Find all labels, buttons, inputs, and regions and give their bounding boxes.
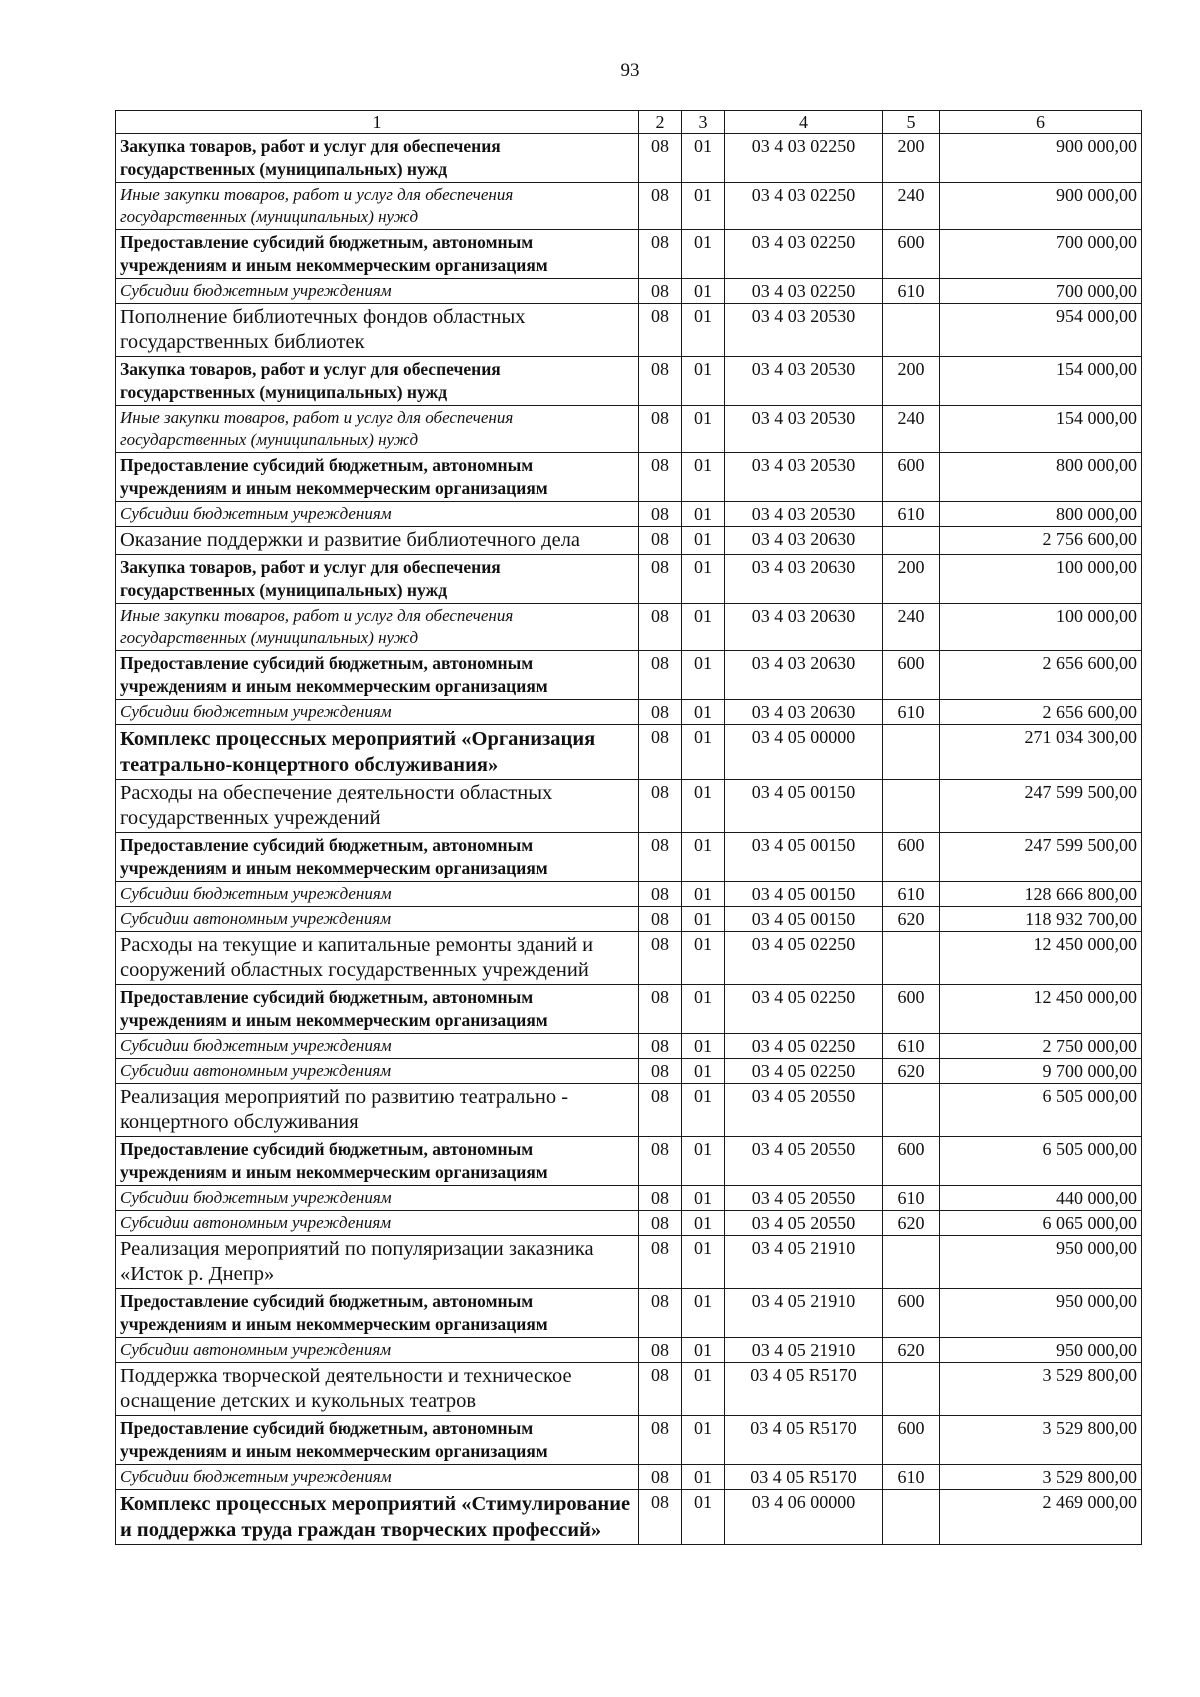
row-name-cell: Закупка товаров, работ и услуг для обеспечения государственных (муниципальных) нужд	[116, 134, 639, 183]
subsection-cell: 01	[682, 1289, 725, 1338]
table-row	[116, 183, 1142, 230]
row-name-cell: Закупка товаров, работ и услуг для обеспечения государственных (муниципальных) нужд	[116, 357, 639, 406]
amount-cell: 800 000,00	[940, 502, 1142, 527]
section-cell: 08	[639, 1289, 682, 1338]
amount-cell: 700 000,00	[940, 230, 1142, 279]
subsection-cell: 01	[682, 1211, 725, 1236]
row-name-cell: Субсидии бюджетным учреждениям	[116, 700, 639, 725]
row-name-cell: Предоставление субсидий бюджетным, автономным учреждениям и иным некоммерческим организациям	[116, 1289, 639, 1338]
expense-type-cell: 600	[883, 1416, 940, 1465]
subsection-cell: 01	[682, 1416, 725, 1465]
expense-type-cell: 610	[883, 1465, 940, 1490]
target-article-cell: 03 4 03 20630	[725, 651, 883, 700]
amount-cell: 12 450 000,00	[940, 985, 1142, 1034]
subsection-cell: 01	[682, 406, 725, 453]
section-cell: 08	[639, 1416, 682, 1465]
target-article-cell: 03 4 05 02250	[725, 1059, 883, 1084]
amount-cell: 100 000,00	[940, 555, 1142, 604]
expense-type-cell: 600	[883, 453, 940, 502]
expense-type-cell: 240	[883, 183, 940, 230]
table-row	[116, 527, 1142, 555]
table-row	[116, 651, 1142, 700]
subsection-cell: 01	[682, 502, 725, 527]
table-header-row	[116, 111, 1142, 134]
section-cell: 08	[639, 183, 682, 230]
subsection-cell: 01	[682, 651, 725, 700]
row-name-cell: Иные закупки товаров, работ и услуг для обеспечения государственных (муниципальных) нужд	[116, 406, 639, 453]
amount-cell: 271 034 300,00	[940, 725, 1142, 780]
target-article-cell: 03 4 03 20530	[725, 502, 883, 527]
amount-cell: 154 000,00	[940, 357, 1142, 406]
expense-type-cell	[883, 1236, 940, 1289]
table-row	[116, 882, 1142, 907]
row-name-cell: Субсидии автономным учреждениям	[116, 1211, 639, 1236]
row-name-cell: Субсидии бюджетным учреждениям	[116, 882, 639, 907]
amount-cell: 2 469 000,00	[940, 1490, 1142, 1545]
expense-type-cell: 610	[883, 279, 940, 304]
expense-type-cell: 200	[883, 555, 940, 604]
budget-table	[115, 110, 1142, 1545]
section-cell: 08	[639, 279, 682, 304]
table-row	[116, 1416, 1142, 1465]
target-article-cell: 03 4 03 02250	[725, 134, 883, 183]
target-article-cell: 03 4 05 21910	[725, 1338, 883, 1363]
subsection-cell: 01	[682, 357, 725, 406]
expense-type-cell: 620	[883, 1059, 940, 1084]
section-cell: 08	[639, 780, 682, 833]
subsection-cell: 01	[682, 1186, 725, 1211]
amount-cell: 3 529 800,00	[940, 1465, 1142, 1490]
section-cell: 08	[639, 1490, 682, 1545]
subsection-cell: 01	[682, 1034, 725, 1059]
table-row	[116, 1059, 1142, 1084]
row-name-cell: Реализация мероприятий по популяризации заказника «Исток р. Днепр»	[116, 1236, 639, 1289]
expense-type-cell	[883, 932, 940, 985]
amount-cell: 900 000,00	[940, 183, 1142, 230]
subsection-cell: 01	[682, 882, 725, 907]
table-row	[116, 700, 1142, 725]
subsection-cell: 01	[682, 1137, 725, 1186]
amount-cell: 954 000,00	[940, 304, 1142, 357]
amount-cell: 800 000,00	[940, 453, 1142, 502]
section-cell: 08	[639, 985, 682, 1034]
subsection-cell: 01	[682, 780, 725, 833]
target-article-cell: 03 4 05 R5170	[725, 1363, 883, 1416]
table-row	[116, 1137, 1142, 1186]
table-row	[116, 985, 1142, 1034]
row-name-cell: Предоставление субсидий бюджетным, автономным учреждениям и иным некоммерческим организациям	[116, 1416, 639, 1465]
target-article-cell: 03 4 05 02250	[725, 985, 883, 1034]
target-article-cell: 03 4 03 20630	[725, 555, 883, 604]
section-cell: 08	[639, 907, 682, 932]
header-cell: 6	[940, 111, 1142, 134]
table-row	[116, 502, 1142, 527]
expense-type-cell: 200	[883, 134, 940, 183]
section-cell: 08	[639, 1084, 682, 1137]
table-row	[116, 1236, 1142, 1289]
table-row	[116, 604, 1142, 651]
row-name-cell: Предоставление субсидий бюджетным, автономным учреждениям и иным некоммерческим организациям	[116, 985, 639, 1034]
table-row	[116, 1465, 1142, 1490]
section-cell: 08	[639, 700, 682, 725]
page-number: 93	[620, 60, 640, 81]
subsection-cell: 01	[682, 604, 725, 651]
amount-cell: 9 700 000,00	[940, 1059, 1142, 1084]
row-name-cell: Предоставление субсидий бюджетным, автономным учреждениям и иным некоммерческим организациям	[116, 833, 639, 882]
expense-type-cell: 600	[883, 1289, 940, 1338]
amount-cell: 950 000,00	[940, 1338, 1142, 1363]
amount-cell: 128 666 800,00	[940, 882, 1142, 907]
subsection-cell: 01	[682, 1490, 725, 1545]
section-cell: 08	[639, 453, 682, 502]
target-article-cell: 03 4 05 00150	[725, 833, 883, 882]
target-article-cell: 03 4 03 20530	[725, 304, 883, 357]
target-article-cell: 03 4 03 02250	[725, 183, 883, 230]
target-article-cell: 03 4 03 20530	[725, 357, 883, 406]
target-article-cell: 03 4 05 R5170	[725, 1465, 883, 1490]
expense-type-cell: 610	[883, 1186, 940, 1211]
header-cell: 4	[725, 111, 883, 134]
table-row	[116, 1186, 1142, 1211]
subsection-cell: 01	[682, 304, 725, 357]
row-name-cell: Закупка товаров, работ и услуг для обеспечения государственных (муниципальных) нужд	[116, 555, 639, 604]
expense-type-cell	[883, 527, 940, 555]
table-row	[116, 406, 1142, 453]
table-row	[116, 230, 1142, 279]
target-article-cell: 03 4 05 20550	[725, 1186, 883, 1211]
expense-type-cell	[883, 1084, 940, 1137]
section-cell: 08	[639, 932, 682, 985]
amount-cell: 118 932 700,00	[940, 907, 1142, 932]
section-cell: 08	[639, 725, 682, 780]
row-name-cell: Субсидии автономным учреждениям	[116, 1338, 639, 1363]
row-name-cell: Комплекс процессных мероприятий «Организация театрально-концертного обслуживания»	[116, 725, 639, 780]
target-article-cell: 03 4 05 21910	[725, 1236, 883, 1289]
amount-cell: 247 599 500,00	[940, 833, 1142, 882]
amount-cell: 100 000,00	[940, 604, 1142, 651]
subsection-cell: 01	[682, 183, 725, 230]
section-cell: 08	[639, 406, 682, 453]
table-row	[116, 555, 1142, 604]
row-name-cell: Реализация мероприятий по развитию театрально - концертного обслуживания	[116, 1084, 639, 1137]
target-article-cell: 03 4 05 20550	[725, 1137, 883, 1186]
amount-cell: 900 000,00	[940, 134, 1142, 183]
section-cell: 08	[639, 304, 682, 357]
target-article-cell: 03 4 03 20630	[725, 604, 883, 651]
section-cell: 08	[639, 230, 682, 279]
subsection-cell: 01	[682, 1059, 725, 1084]
row-name-cell: Предоставление субсидий бюджетным, автономным учреждениям и иным некоммерческим организациям	[116, 230, 639, 279]
subsection-cell: 01	[682, 1465, 725, 1490]
table-row	[116, 1490, 1142, 1545]
row-name-cell: Расходы на текущие и капитальные ремонты зданий и сооружений областных государственных учреждений	[116, 932, 639, 985]
target-article-cell: 03 4 05 21910	[725, 1289, 883, 1338]
row-name-cell: Субсидии автономным учреждениям	[116, 1059, 639, 1084]
amount-cell: 700 000,00	[940, 279, 1142, 304]
section-cell: 08	[639, 1465, 682, 1490]
row-name-cell: Субсидии бюджетным учреждениям	[116, 1034, 639, 1059]
table-body	[116, 134, 1142, 1545]
section-cell: 08	[639, 1186, 682, 1211]
amount-cell: 6 505 000,00	[940, 1137, 1142, 1186]
target-article-cell: 03 4 05 20550	[725, 1211, 883, 1236]
section-cell: 08	[639, 502, 682, 527]
expense-type-cell: 600	[883, 1137, 940, 1186]
section-cell: 08	[639, 1059, 682, 1084]
amount-cell: 440 000,00	[940, 1186, 1142, 1211]
expense-type-cell: 610	[883, 1034, 940, 1059]
subsection-cell: 01	[682, 1338, 725, 1363]
expense-type-cell: 620	[883, 1338, 940, 1363]
table-row	[116, 453, 1142, 502]
subsection-cell: 01	[682, 725, 725, 780]
amount-cell: 2 656 600,00	[940, 651, 1142, 700]
subsection-cell: 01	[682, 1236, 725, 1289]
amount-cell: 154 000,00	[940, 406, 1142, 453]
expense-type-cell: 620	[883, 1211, 940, 1236]
table-row	[116, 780, 1142, 833]
target-article-cell: 03 4 03 20530	[725, 453, 883, 502]
expense-type-cell	[883, 304, 940, 357]
row-name-cell: Иные закупки товаров, работ и услуг для обеспечения государственных (муниципальных) нужд	[116, 604, 639, 651]
amount-cell: 2 656 600,00	[940, 700, 1142, 725]
header-cell: 5	[883, 111, 940, 134]
target-article-cell: 03 4 05 R5170	[725, 1416, 883, 1465]
amount-cell: 6 065 000,00	[940, 1211, 1142, 1236]
target-article-cell: 03 4 03 20530	[725, 406, 883, 453]
row-name-cell: Субсидии бюджетным учреждениям	[116, 279, 639, 304]
section-cell: 08	[639, 555, 682, 604]
subsection-cell: 01	[682, 700, 725, 725]
expense-type-cell: 600	[883, 985, 940, 1034]
row-name-cell: Оказание поддержки и развитие библиотечного дела	[116, 527, 639, 555]
table-row	[116, 725, 1142, 780]
section-cell: 08	[639, 833, 682, 882]
subsection-cell: 01	[682, 453, 725, 502]
table-row	[116, 279, 1142, 304]
amount-cell: 3 529 800,00	[940, 1416, 1142, 1465]
table-row	[116, 907, 1142, 932]
section-cell: 08	[639, 882, 682, 907]
amount-cell: 6 505 000,00	[940, 1084, 1142, 1137]
section-cell: 08	[639, 1137, 682, 1186]
subsection-cell: 01	[682, 1363, 725, 1416]
expense-type-cell: 600	[883, 651, 940, 700]
section-cell: 08	[639, 357, 682, 406]
section-cell: 08	[639, 604, 682, 651]
row-name-cell: Субсидии бюджетным учреждениям	[116, 1186, 639, 1211]
table-row	[116, 833, 1142, 882]
subsection-cell: 01	[682, 907, 725, 932]
subsection-cell: 01	[682, 555, 725, 604]
row-name-cell: Расходы на обеспечение деятельности областных государственных учреждений	[116, 780, 639, 833]
expense-type-cell: 610	[883, 700, 940, 725]
expense-type-cell	[883, 725, 940, 780]
table-row	[116, 304, 1142, 357]
expense-type-cell: 620	[883, 907, 940, 932]
row-name-cell: Предоставление субсидий бюджетным, автономным учреждениям и иным некоммерческим организациям	[116, 651, 639, 700]
expense-type-cell: 600	[883, 833, 940, 882]
section-cell: 08	[639, 651, 682, 700]
expense-type-cell	[883, 780, 940, 833]
table-row	[116, 134, 1142, 183]
target-article-cell: 03 4 05 00150	[725, 907, 883, 932]
table-row	[116, 1084, 1142, 1137]
target-article-cell: 03 4 03 02250	[725, 230, 883, 279]
expense-type-cell	[883, 1363, 940, 1416]
header-cell: 2	[639, 111, 682, 134]
subsection-cell: 01	[682, 833, 725, 882]
target-article-cell: 03 4 05 00150	[725, 882, 883, 907]
subsection-cell: 01	[682, 932, 725, 985]
header-cell: 1	[116, 111, 639, 134]
target-article-cell: 03 4 03 20630	[725, 527, 883, 555]
expense-type-cell	[883, 1490, 940, 1545]
target-article-cell: 03 4 05 20550	[725, 1084, 883, 1137]
expense-type-cell: 240	[883, 604, 940, 651]
expense-type-cell: 200	[883, 357, 940, 406]
section-cell: 08	[639, 1034, 682, 1059]
subsection-cell: 01	[682, 134, 725, 183]
section-cell: 08	[639, 134, 682, 183]
row-name-cell: Иные закупки товаров, работ и услуг для обеспечения государственных (муниципальных) нужд	[116, 183, 639, 230]
target-article-cell: 03 4 03 02250	[725, 279, 883, 304]
row-name-cell: Субсидии автономным учреждениям	[116, 907, 639, 932]
subsection-cell: 01	[682, 985, 725, 1034]
subsection-cell: 01	[682, 527, 725, 555]
target-article-cell: 03 4 05 00150	[725, 780, 883, 833]
row-name-cell: Субсидии бюджетным учреждениям	[116, 502, 639, 527]
amount-cell: 950 000,00	[940, 1236, 1142, 1289]
amount-cell: 950 000,00	[940, 1289, 1142, 1338]
section-cell: 08	[639, 527, 682, 555]
target-article-cell: 03 4 05 00000	[725, 725, 883, 780]
target-article-cell: 03 4 06 00000	[725, 1490, 883, 1545]
expense-type-cell: 240	[883, 406, 940, 453]
target-article-cell: 03 4 03 20630	[725, 700, 883, 725]
subsection-cell: 01	[682, 1084, 725, 1137]
section-cell: 08	[639, 1338, 682, 1363]
amount-cell: 12 450 000,00	[940, 932, 1142, 985]
table-row	[116, 1363, 1142, 1416]
row-name-cell: Поддержка творческой деятельности и техническое оснащение детских и кукольных театров	[116, 1363, 639, 1416]
subsection-cell: 01	[682, 279, 725, 304]
expense-type-cell: 600	[883, 230, 940, 279]
expense-type-cell: 610	[883, 882, 940, 907]
amount-cell: 2 756 600,00	[940, 527, 1142, 555]
section-cell: 08	[639, 1211, 682, 1236]
header-cell: 3	[682, 111, 725, 134]
amount-cell: 2 750 000,00	[940, 1034, 1142, 1059]
row-name-cell: Пополнение библиотечных фондов областных государственных библиотек	[116, 304, 639, 357]
table-row	[116, 1338, 1142, 1363]
table-row	[116, 1034, 1142, 1059]
target-article-cell: 03 4 05 02250	[725, 1034, 883, 1059]
row-name-cell: Предоставление субсидий бюджетным, автономным учреждениям и иным некоммерческим организациям	[116, 1137, 639, 1186]
subsection-cell: 01	[682, 230, 725, 279]
table-row	[116, 1289, 1142, 1338]
row-name-cell: Предоставление субсидий бюджетным, автономным учреждениям и иным некоммерческим организациям	[116, 453, 639, 502]
target-article-cell: 03 4 05 02250	[725, 932, 883, 985]
table-row	[116, 357, 1142, 406]
row-name-cell: Субсидии бюджетным учреждениям	[116, 1465, 639, 1490]
expense-type-cell: 610	[883, 502, 940, 527]
amount-cell: 3 529 800,00	[940, 1363, 1142, 1416]
section-cell: 08	[639, 1236, 682, 1289]
table-row	[116, 1211, 1142, 1236]
table-row	[116, 932, 1142, 985]
amount-cell: 247 599 500,00	[940, 780, 1142, 833]
section-cell: 08	[639, 1363, 682, 1416]
row-name-cell: Комплекс процессных мероприятий «Стимулирование и поддержка труда граждан творческих профессий»	[116, 1490, 639, 1545]
